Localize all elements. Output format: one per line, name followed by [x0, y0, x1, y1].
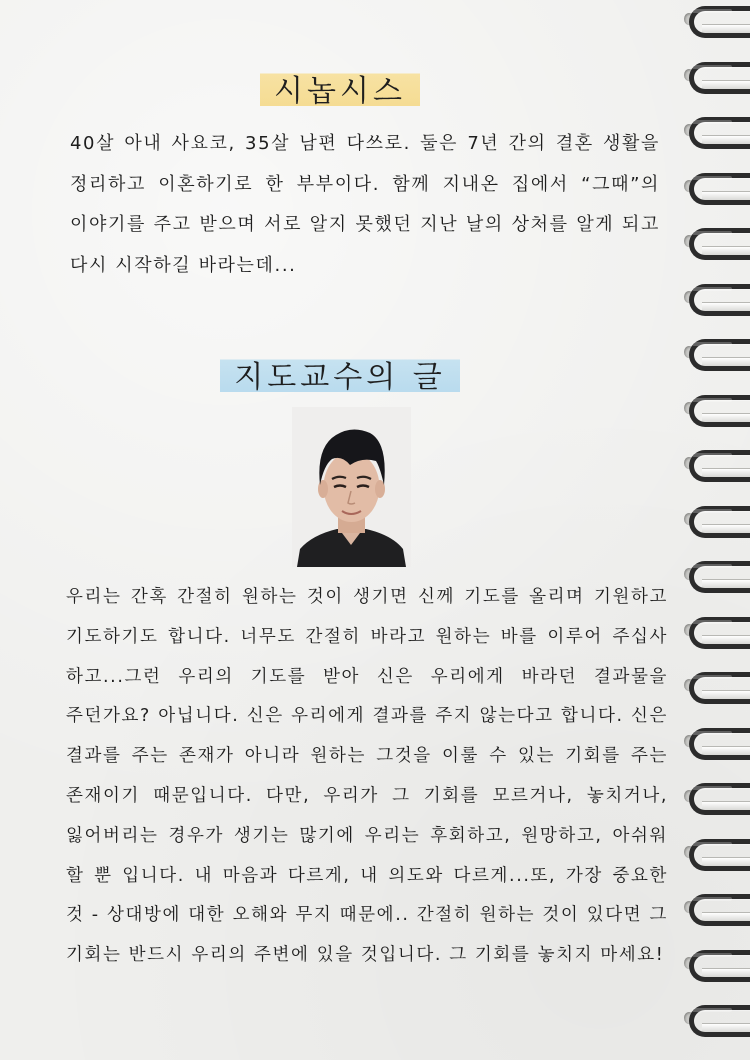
- synopsis-heading-text: 시놉시스: [260, 60, 420, 114]
- binding-wire: [689, 339, 750, 371]
- binding-wire: [689, 173, 750, 205]
- binding-ring: [680, 2, 750, 36]
- binding-wire: [689, 783, 750, 815]
- binding-wire: [689, 506, 750, 538]
- binding-ring: [680, 557, 750, 591]
- binding-ring: [680, 724, 750, 758]
- binding-wire: [689, 950, 750, 982]
- binding-ring: [680, 946, 750, 980]
- binding-ring: [680, 113, 750, 147]
- binding-ring: [680, 446, 750, 480]
- advisor-heading-text: 지도교수의 글: [220, 346, 459, 400]
- advisor-heading: [0, 346, 680, 400]
- portrait-photo: [292, 407, 411, 567]
- binding-ring: [680, 890, 750, 924]
- binding-wire: [689, 395, 750, 427]
- binding-wire: [689, 228, 750, 260]
- binding-wire: [689, 672, 750, 704]
- binding-wire: [689, 1005, 750, 1037]
- binding-ring: [680, 835, 750, 869]
- binding-wire: [689, 561, 750, 593]
- binding-wire: [689, 450, 750, 482]
- binding-wire: [689, 839, 750, 871]
- binding-ring: [680, 335, 750, 369]
- binding-ring: [680, 224, 750, 258]
- binding-ring: [680, 58, 750, 92]
- spiral-binding: [670, 0, 750, 1060]
- binding-wire: [689, 728, 750, 760]
- binding-ring: [680, 280, 750, 314]
- advisor-text: 우리는 간혹 간절히 원하는 것이 생기면 신께 기도를 올리며 기원하고 기도하기도 합니다. 너무도 간절히 바라고 원하는 바를 이루어 주십사 하고...그런 우리의 기도를 받아 신은 우리에게 바라던 결과물을 주던가요? 아닙니다. 신은 우리에게 결과를 주지 않는다고 합니다. 신은 결과를 주는 존재가 아니라 원하는 그것을 이룰 수 있는 기회를 주는 존재이기 때문입니다. 다만, 우리가 그 기회를 모르거나, 놓치거나, 잃어버리는 경우가 생기는 많기에 우리는 후회하고, 원망하고, 아쉬워 할 뿐 입니다. 내 마음과 다르게, 내 의도와 다르게...또, 가장 중요한 것 - 상대방에 대한 오해와 무지 때문에.. 간절히 원하는 것이 있다면 그 기회는 반드시 우리의 주변에 있을 것입니다. 그 기회를 놓치지 마세요!: [66, 587, 668, 966]
- binding-wire: [689, 62, 750, 94]
- binding-ring: [680, 169, 750, 203]
- binding-wire: [689, 284, 750, 316]
- binding-wire: [689, 617, 750, 649]
- binding-ring: [680, 668, 750, 702]
- synopsis-text: 40살 아내 사요코, 35살 남편 다쓰로. 둘은 7년 간의 결혼 생활을 정리하고 이혼하기로 한 부부이다. 함께 지내온 집에서 “그때”의 이야기를 주고 받으며 서로 알지 못했던 지난 날의 상처를 알게 되고 다시 시작하길 바라는데...: [70, 133, 660, 276]
- binding-wire: [689, 117, 750, 149]
- binding-ring: [680, 502, 750, 536]
- binding-ring: [680, 779, 750, 813]
- portrait-icon: [292, 407, 411, 567]
- binding-wire: [689, 894, 750, 926]
- binding-wire: [689, 6, 750, 38]
- binding-ring: [680, 613, 750, 647]
- binding-ring: [680, 391, 750, 425]
- binding-ring: [680, 1001, 750, 1035]
- synopsis-heading: [0, 60, 680, 114]
